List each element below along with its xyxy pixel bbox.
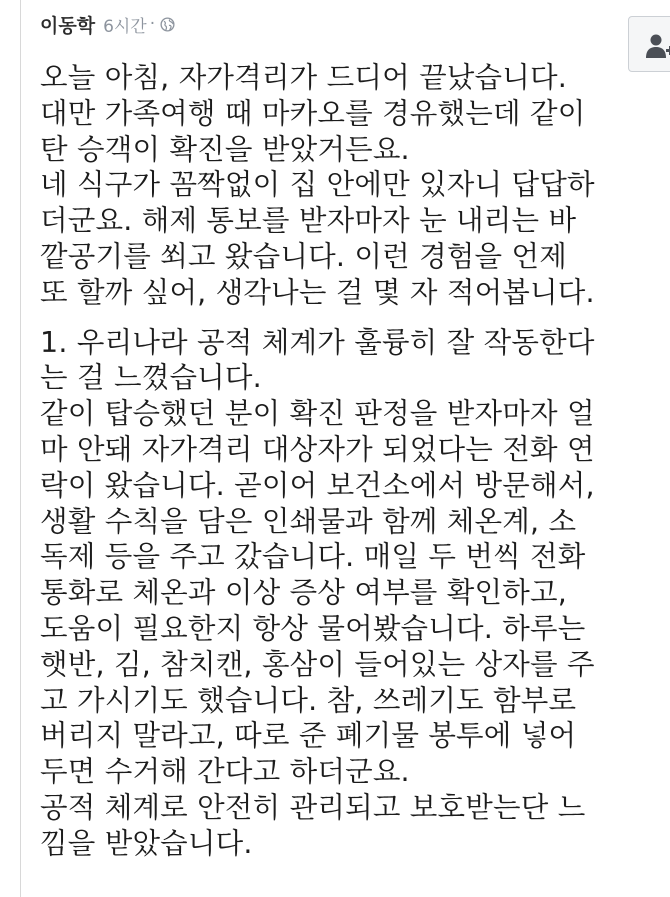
post-text-line: 통화로 체온과 이상 증상 여부를 확인하고, [40,576,567,610]
post-meta [103,12,175,37]
post-text-line: 공적 체계로 안전히 관리되고 보호받는단 느 [40,790,586,824]
post-text-line: 햇반, 김, 참치캔, 홍삼이 들어있는 상자를 주 [40,647,595,681]
post-text-line: 탄 승객이 확진을 받았거든요. [40,132,410,166]
post-text-line: 고 가시기도 했습니다. 참, 쓰레기도 함부로 [40,683,577,717]
post-text-line: 낌을 받았습니다. [40,826,253,860]
add-friend-icon [645,32,670,62]
post-text-line: 버리지 말라고, 따로 준 폐기물 봉투에 넣어 [40,719,577,753]
post-text-line: 도움이 필요한지 항상 물어봤습니다. 하루는 [40,611,586,645]
post-paragraph [40,60,662,311]
post-time[interactable]: 6시간 [103,16,147,37]
post-paragraph [40,325,662,862]
post-text-line: 는 걸 느꼈습니다. [40,361,262,395]
author-name[interactable]: 이동학 [40,14,96,37]
globe-icon[interactable] [160,17,175,32]
post-text-line: 1. 우리나라 공적 체계가 훌륭히 잘 작동한다 [40,325,595,359]
post-text-line: 더군요. 해제 통보를 받자마자 눈 내리는 바 [40,204,577,238]
post-body [40,60,662,862]
meta-separator: · [149,14,156,34]
post-text-line: 락이 왔습니다. 곧이어 보건소에서 방문해서, [40,468,595,502]
left-divider [20,0,21,897]
post-text-line: 깥공기를 쐬고 왔습니다. 이런 경험을 언제 [40,239,567,273]
post-text-line: 또 할까 싶어, 생각나는 걸 몇 자 적어봅니다. [40,275,595,309]
post-header [40,9,175,39]
post-text-line: 같이 탑승했던 분이 확진 판정을 받자마자 얼 [40,397,595,431]
post-text-line: 독제 등을 주고 갔습니다. 매일 두 번씩 전화 [40,540,586,574]
post-text-line: 네 식구가 꼼짝없이 집 안에만 있자니 답답하 [40,168,595,202]
post-text-line: 두면 수거해 간다고 하더군요. [40,755,410,789]
post-text-line: 마 안돼 자가격리 대상자가 되었다는 전화 연 [40,432,595,466]
post-text-line: 대만 가족여행 때 마카오를 경유했는데 같이 [40,96,586,130]
post-text-line: 생활 수칙을 담은 인쇄물과 함께 체온계, 소 [40,504,577,538]
post-text-line: 오늘 아침, 자가격리가 드디어 끝났습니다. [40,61,567,94]
